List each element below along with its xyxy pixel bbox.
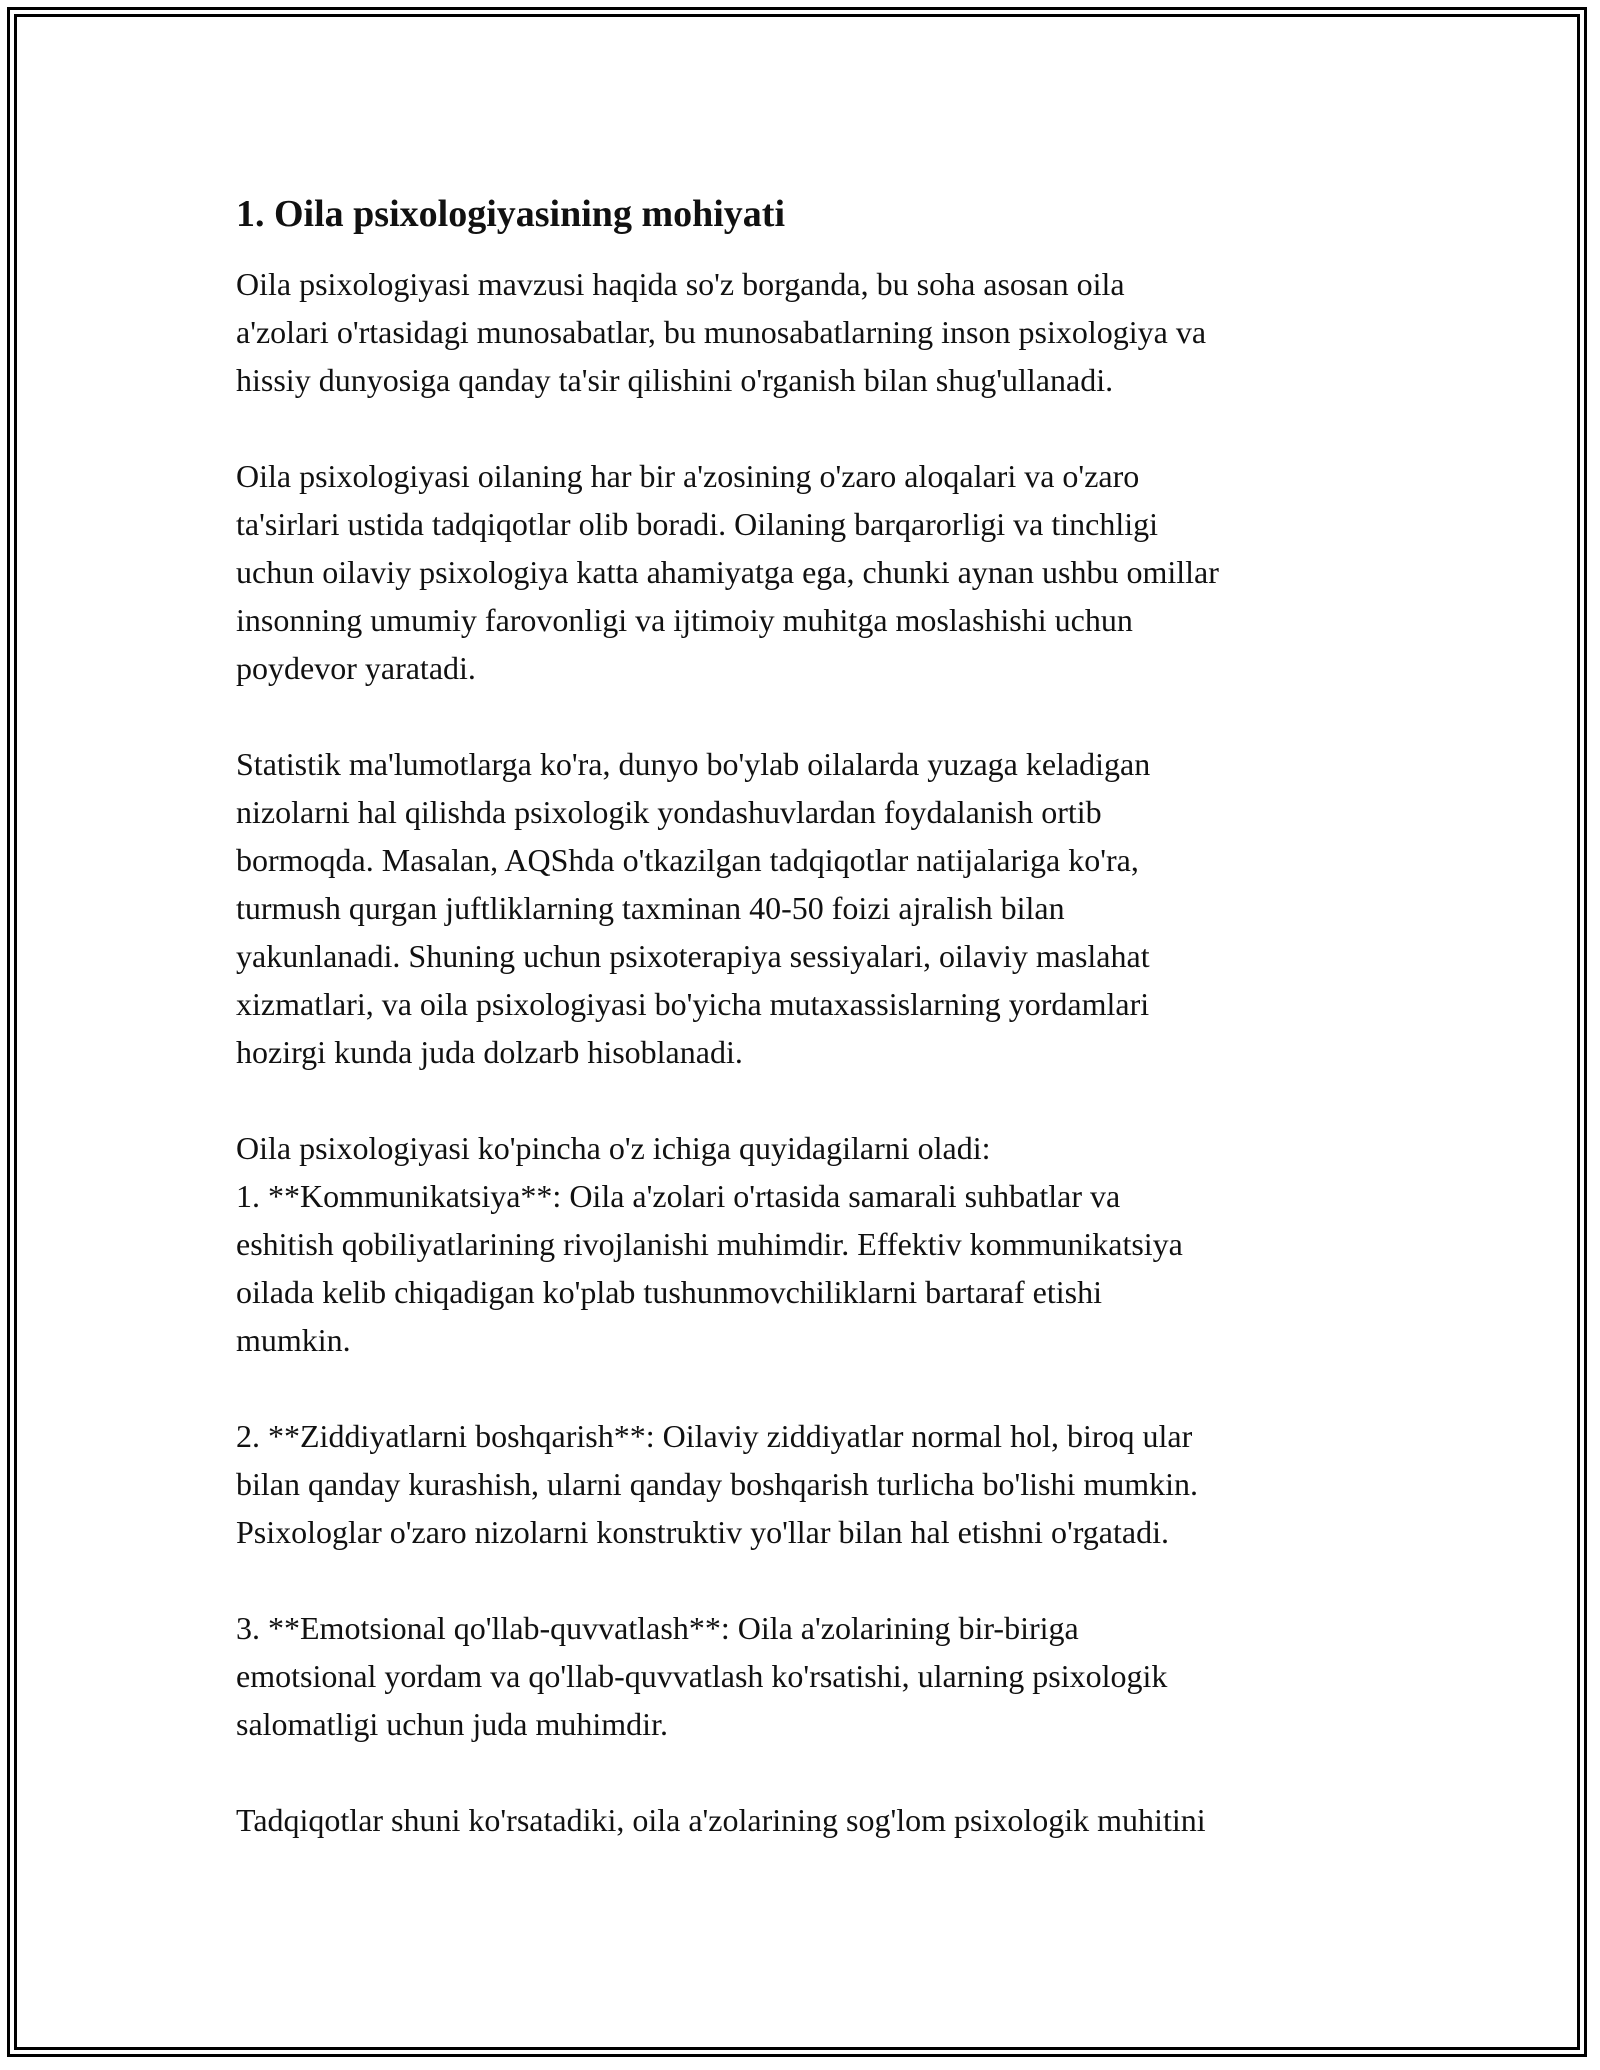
text-line: 3. **Emotsional qo'llab-quvvatlash**: Oila a'zolarining bir-biriga bbox=[236, 1610, 1079, 1646]
text-line: insonning umumiy farovonligi va ijtimoiy muhitga moslashishi uchun bbox=[236, 602, 1133, 638]
text-line: Oila psixologiyasi mavzusi haqida so'z borganda, bu soha asosan oila bbox=[236, 266, 1125, 302]
text-line: mumkin. bbox=[236, 1322, 351, 1358]
section-heading: 1. Oila psixologiyasining mohiyati bbox=[236, 193, 785, 235]
text-line: ta'sirlari ustida tadqiqotlar olib boradi. Oilaning barqarorligi va tinchligi bbox=[236, 506, 1158, 542]
document-body bbox=[236, 188, 1366, 1892]
text-line: Oila psixologiyasi oilaning har bir a'zosining o'zaro aloqalari va o'zaro bbox=[236, 458, 1140, 494]
text-line: eshitish qobiliyatlarining rivojlanishi muhimdir. Effektiv kommunikatsiya bbox=[236, 1226, 1183, 1262]
paragraph bbox=[236, 1412, 1366, 1556]
text-line: 1. **Kommunikatsiya**: Oila a'zolari o'rtasida samarali suhbatlar va bbox=[236, 1178, 1121, 1214]
paragraph-list bbox=[236, 260, 1366, 1844]
text-line: Statistik ma'lumotlarga ko'ra, dunyo bo'ylab oilalarda yuzaga keladigan bbox=[236, 746, 1151, 782]
paragraph bbox=[236, 260, 1366, 404]
text-line: uchun oilaviy psixologiya katta ahamiyatga ega, chunki aynan ushbu omillar bbox=[236, 554, 1219, 590]
text-line: oilada kelib chiqadigan ko'plab tushunmovchiliklarni bartaraf etishi bbox=[236, 1274, 1102, 1310]
text-line: emotsional yordam va qo'llab-quvvatlash ko'rsatishi, ularning psixologik bbox=[236, 1658, 1168, 1694]
text-line: salomatligi uchun juda muhimdir. bbox=[236, 1706, 668, 1742]
text-line: bormoqda. Masalan, AQShda o'tkazilgan tadqiqotlar natijalariga ko'ra, bbox=[236, 842, 1139, 878]
text-line: a'zolari o'rtasidagi munosabatlar, bu munosabatlarning inson psixologiya va bbox=[236, 314, 1207, 350]
text-line: hissiy dunyosiga qanday ta'sir qilishini o'rganish bilan shug'ullanadi. bbox=[236, 362, 1114, 398]
text-line: poydevor yaratadi. bbox=[236, 650, 476, 686]
paragraph bbox=[236, 1124, 1366, 1364]
text-line: bilan qanday kurashish, ularni qanday boshqarish turlicha bo'lishi mumkin. bbox=[236, 1466, 1199, 1502]
text-line: Tadqiqotlar shuni ko'rsatadiki, oila a'zolarining sog'lom psixologik muhitini bbox=[236, 1802, 1206, 1838]
text-line: xizmatlari, va oila psixologiyasi bo'yicha mutaxassislarning yordamlari bbox=[236, 986, 1150, 1022]
paragraph bbox=[236, 1796, 1366, 1844]
text-line: turmush qurgan juftliklarning taxminan 40-50 foizi ajralish bilan bbox=[236, 890, 1065, 926]
text-line: hozirgi kunda juda dolzarb hisoblanadi. bbox=[236, 1034, 743, 1070]
text-line: Oila psixologiyasi ko'pincha o'z ichiga quyidagilarni oladi: bbox=[236, 1130, 991, 1166]
paragraph bbox=[236, 1604, 1366, 1748]
paragraph bbox=[236, 740, 1366, 1076]
text-line: nizolarni hal qilishda psixologik yondashuvlardan foydalanish ortib bbox=[236, 794, 1102, 830]
paragraph bbox=[236, 452, 1366, 692]
text-line: 2. **Ziddiyatlarni boshqarish**: Oilaviy ziddiyatlar normal hol, biroq ular bbox=[236, 1418, 1193, 1454]
text-line: Psixologlar o'zaro nizolarni konstruktiv yo'llar bilan hal etishni o'rgatadi. bbox=[236, 1514, 1169, 1550]
text-line: yakunlanadi. Shuning uchun psixoterapiya sessiyalari, oilaviy maslahat bbox=[236, 938, 1150, 974]
